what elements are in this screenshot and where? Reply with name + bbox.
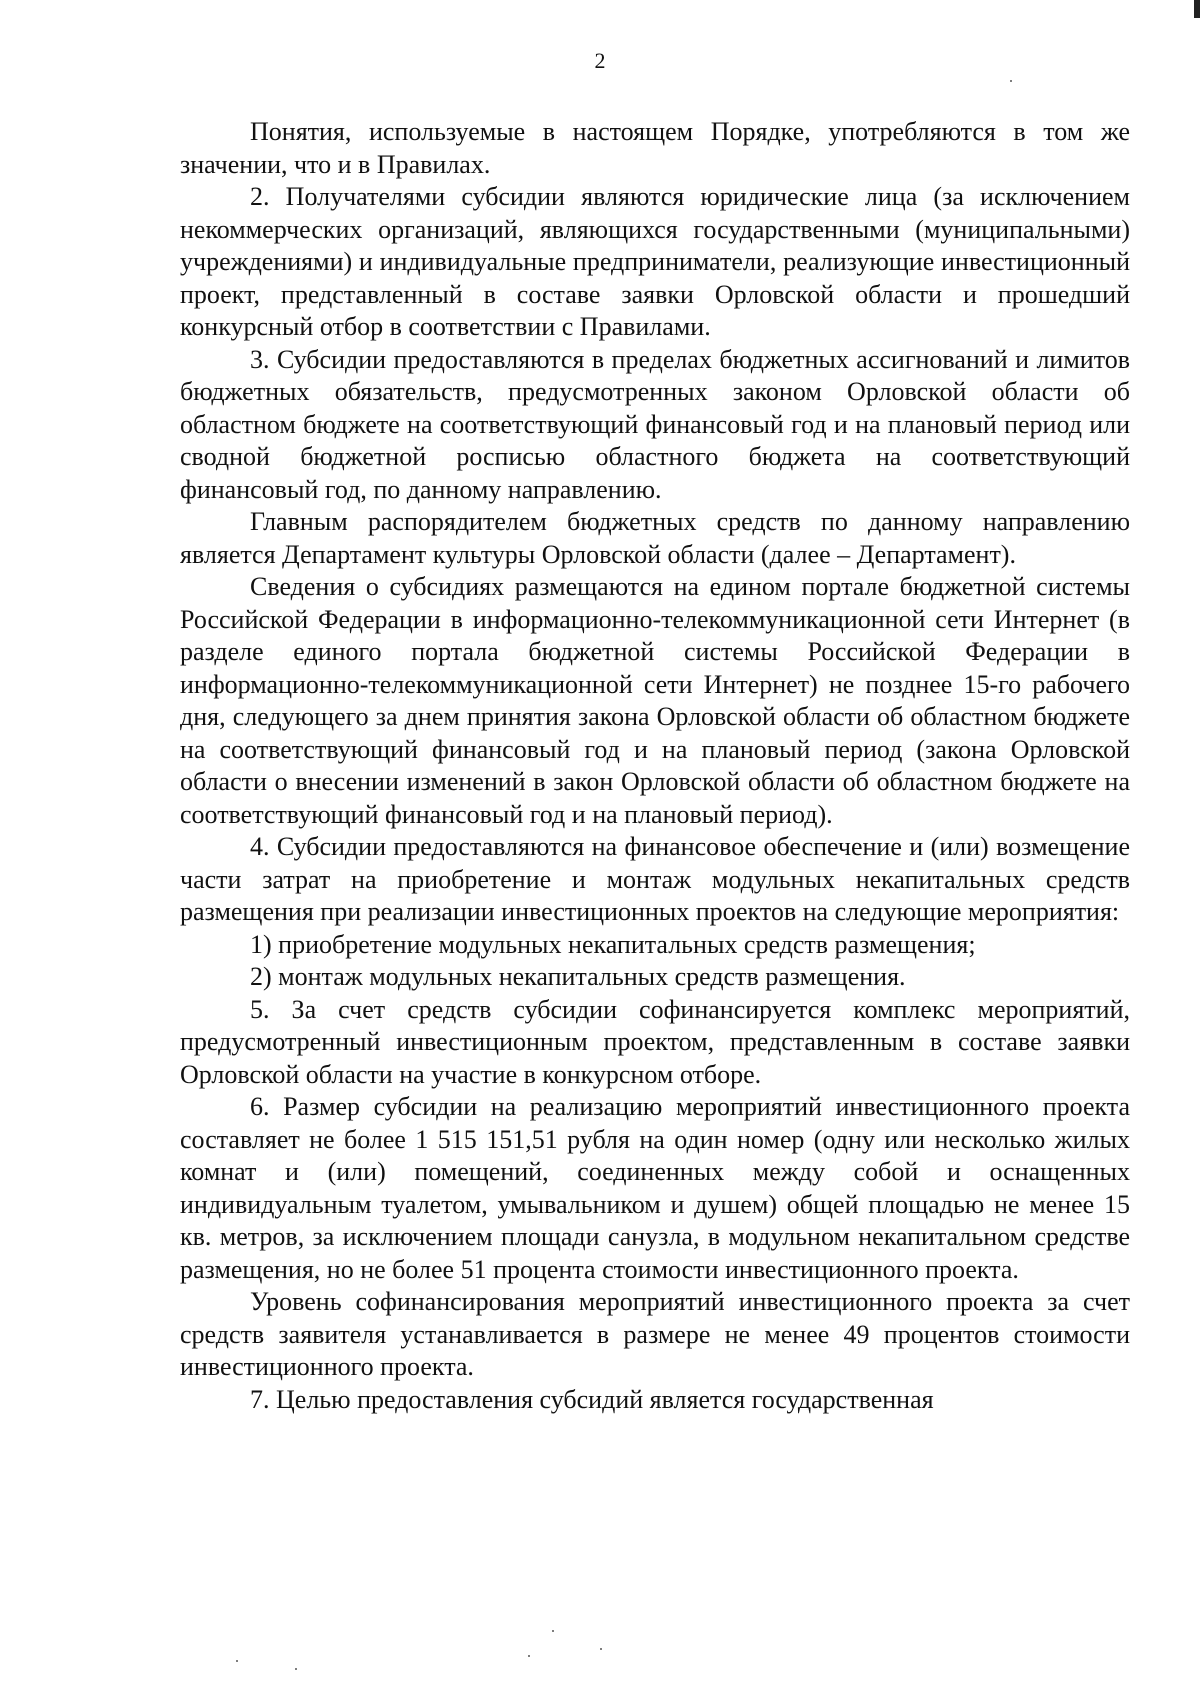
- paragraph-item-5-cofinancing: 5. За счет средств субсидии софинансируется комплекс мероприятий, предусмотренный инвестиционным проектом, представленным в составе заявки Орловской области на участие в конкурсном отборе.: [180, 994, 1130, 1089]
- paragraph-item-2-recipients: 2. Получателями субсидии являются юридические лица (за исключением некоммерческих организаций, являющихся государственными (муниципальными) учреждениями) и индивидуальные предприниматели, реализующие инвестиционный проект, представленный в составе заявки Орловской области и прошедший конкурсный отбор в соответствии с Правилами.: [180, 182, 1130, 341]
- paragraph-main-administrator: Главным распорядителем бюджетных средств по данному направлению является Департамент культуры Орловской области (далее – Департамент).: [180, 507, 1130, 569]
- document-body: [180, 116, 1130, 1416]
- scan-speck: [1010, 80, 1012, 82]
- scan-speck: [552, 1630, 554, 1632]
- paragraph-cofinancing-level: Уровень софинансирования мероприятий инвестиционного проекта за счет средств заявителя устанавливается в размере не менее 49 процентов стоимости инвестиционного проекта.: [180, 1287, 1130, 1381]
- list-item-installation: 2) монтаж модульных некапитальных средств размещения.: [250, 962, 906, 991]
- page-number: 2: [594, 48, 606, 73]
- scan-speck: [528, 1655, 530, 1657]
- scan-speck: [600, 1648, 602, 1650]
- scan-speck: [236, 1660, 238, 1662]
- scan-speck: [295, 1668, 297, 1670]
- paragraph-item-7-goal: 7. Целью предоставления субсидий является государственная: [250, 1384, 934, 1414]
- paragraph-item-6-subsidy-size: 6. Размер субсидии на реализацию мероприятий инвестиционного проекта составляет не более 1 515 151,51 рубля на один номер (одну или несколько жилых комнат и (или) помещений, соединенных между собой и оснащенных индивидуальным туалетом, умывальником и душем) общей площадью не менее 15 кв. метров, за исключением площади санузла, в модульном некапитальном средстве размещения, но не более 51 процента стоимости инвестиционного проекта.: [180, 1092, 1130, 1284]
- scan-edge-mark: [1194, 0, 1200, 18]
- paragraph-concepts: Понятия, используемые в настоящем Порядке, употребляются в том же значении, что и в Правилах.: [180, 117, 1130, 179]
- paragraph-item-4-purpose: 4. Субсидии предоставляются на финансовое обеспечение и (или) возмещение части затрат на приобретение и монтаж модульных некапитальных средств размещения при реализации инвестиционных проектов на следующие мероприятия:: [180, 832, 1130, 926]
- paragraph-item-3-limits: 3. Субсидии предоставляются в пределах бюджетных ассигнований и лимитов бюджетных обязательств, предусмотренных законом Орловской области об областном бюджете на соответствующий финансовый год и на плановый период или сводной бюджетной росписью областного бюджета на соответствующий финансовый год, по данному направлению.: [180, 344, 1130, 504]
- list-item-acquisition: 1) приобретение модульных некапитальных средств размещения;: [250, 929, 976, 959]
- paragraph-subsidy-info-portal: Сведения о субсидиях размещаются на едином портале бюджетной системы Российской Федерации в информационно-телекоммуникационной сети Интернет (в разделе единого портала бюджетной системы Российской Федерации в информационно-телекоммуникационной сети Интернет) не позднее 15-го рабочего дня, следующего за днем принятия закона Орловской области об областном бюджете на соответствующий финансовый год и на плановый период (закона Орловской области о внесении изменений в закон Орловской области об областном бюджете на соответствующий финансовый год и на плановый период).: [180, 572, 1130, 829]
